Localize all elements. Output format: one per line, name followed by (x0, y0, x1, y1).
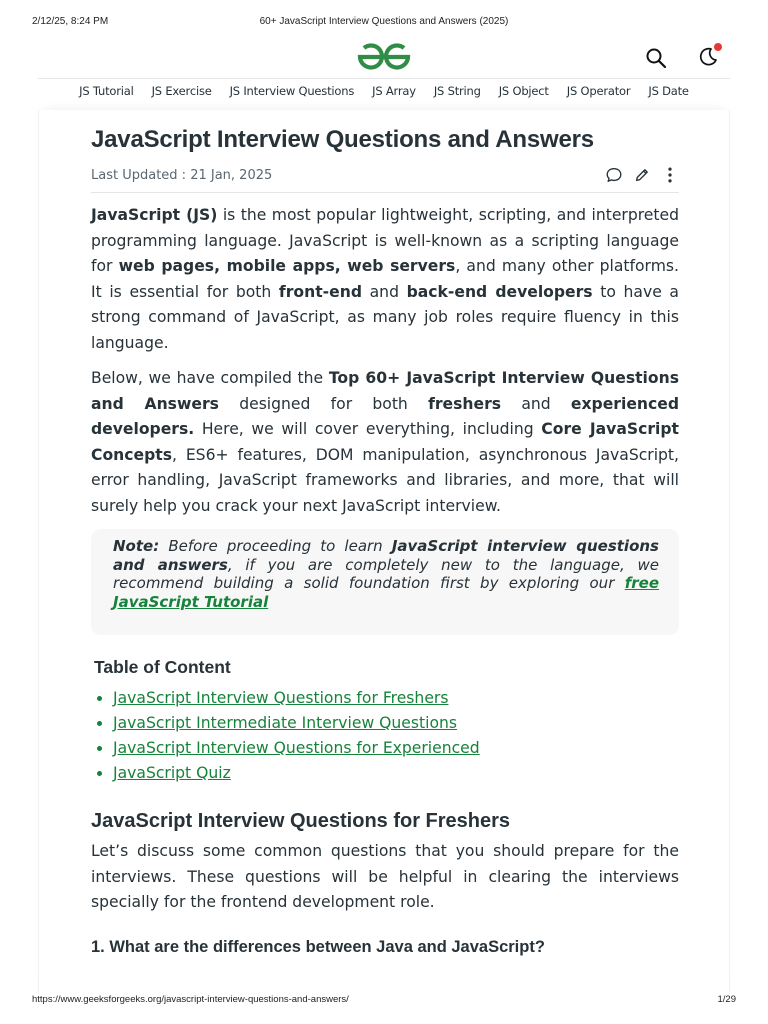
intro-text: and (361, 282, 407, 301)
nav-item-js-string[interactable]: JS String (433, 84, 481, 98)
nav-item-js-tutorial[interactable]: JS Tutorial (79, 84, 134, 98)
intro-paragraph (91, 203, 679, 356)
last-updated: Last Updated : 21 Jan, 2025 (91, 168, 273, 183)
nav-item-js-date[interactable]: JS Date (648, 84, 689, 98)
overview-text: Here, we will cover everything, including (194, 420, 542, 438)
nav-item-js-interview-questions[interactable]: JS Interview Questions (229, 84, 355, 98)
edit-icon[interactable] (633, 166, 651, 184)
section-heading: JavaScript Interview Questions for Freshers (91, 810, 511, 832)
page-title: JavaScript Interview Questions and Answers (91, 126, 594, 153)
topic-nav (38, 80, 730, 104)
overview-core-concepts: Core JavaScript Concepts (91, 420, 679, 464)
intro-frontend: front-end (278, 282, 362, 301)
note-label: Note: (113, 537, 160, 555)
nav-item-js-exercise[interactable]: JS Exercise (151, 84, 212, 98)
intro-platforms: web pages, mobile apps, web servers (118, 257, 456, 275)
intro-text: to have a strong command of JavaScript, as many job roles require fluency in this language. (91, 282, 679, 352)
intro-text: is the most popular lightweight, scripting, and interpreted programming language. JavaScript is well-known as a scripting language for (91, 206, 679, 275)
overview-text: and (501, 394, 571, 413)
print-date: 2/12/25, 8:24 PM (32, 16, 109, 27)
section-paragraph: Let’s discuss some common questions that you should prepare for the interviews. These questions will be helpful in clearing the interviews specially for the frontend development role. (91, 842, 679, 911)
note-box (91, 529, 679, 635)
free-tutorial-link[interactable]: free JavaScript Tutorial (113, 574, 659, 611)
toc-item (113, 736, 679, 761)
site-header (38, 40, 730, 79)
toc-item (113, 711, 679, 736)
overview-text: designed for both (218, 394, 429, 413)
note-highlight: JavaScript interview questions and answers (113, 537, 659, 574)
nav-item-js-array[interactable]: JS Array (372, 84, 416, 98)
table-of-content (91, 686, 679, 786)
note-text: , if you are completely new to the language, we recommend building a solid foundation first by exploring our (113, 555, 659, 592)
question-heading: 1. What are the differences between Java and JavaScript? (91, 937, 545, 956)
toc-link-freshers[interactable]: JavaScript Interview Questions for Freshers (113, 689, 449, 707)
more-options-icon[interactable] (661, 166, 679, 184)
toc-link-experienced[interactable]: JavaScript Interview Questions for Experienced (113, 739, 480, 757)
toc-item (113, 686, 679, 711)
print-title: 60+ JavaScript Interview Questions and Answers (2025) (259, 16, 509, 27)
toc-item (113, 761, 679, 786)
toc-link-intermediate[interactable]: JavaScript Intermediate Interview Questions (113, 714, 458, 732)
overview-text: , ES6+ features, DOM manipulation, asynchronous JavaScript, error handling, JavaScript frameworks and libraries, and more, that will surely help you crack your next JavaScript interview. (91, 445, 679, 515)
overview-paragraph (91, 366, 679, 519)
print-footer (32, 994, 736, 1008)
page-number: 1/29 (717, 994, 736, 1005)
article-meta (91, 166, 679, 193)
gfg-logo-icon[interactable] (356, 42, 412, 72)
article-actions (605, 166, 679, 184)
print-header (32, 16, 736, 30)
nav-item-js-operator[interactable]: JS Operator (566, 84, 631, 98)
overview-experienced: experienced developers. (91, 394, 679, 438)
print-url: https://www.geeksforgeeks.org/javascript-interview-questions-and-answers/ (32, 994, 349, 1005)
intro-backend: back-end developers (406, 282, 593, 301)
toc-title: Table of Content (94, 657, 231, 677)
intro-text: , and many other platforms. It is essential for both (91, 257, 679, 301)
overview-highlight: Top 60+ JavaScript Interview Questions and Answers (91, 369, 679, 413)
overview-text: Below, we have compiled the (91, 369, 329, 387)
overview-freshers: freshers (428, 394, 502, 413)
search-icon[interactable] (644, 46, 668, 70)
article (91, 126, 679, 957)
note-text: Before proceeding to learn (159, 537, 392, 555)
comment-icon[interactable] (605, 166, 623, 184)
intro-term: JavaScript (JS) (91, 206, 218, 224)
toc-link-quiz[interactable]: JavaScript Quiz (113, 764, 231, 782)
notification-dot (714, 43, 722, 51)
nav-item-js-object[interactable]: JS Object (498, 84, 549, 98)
